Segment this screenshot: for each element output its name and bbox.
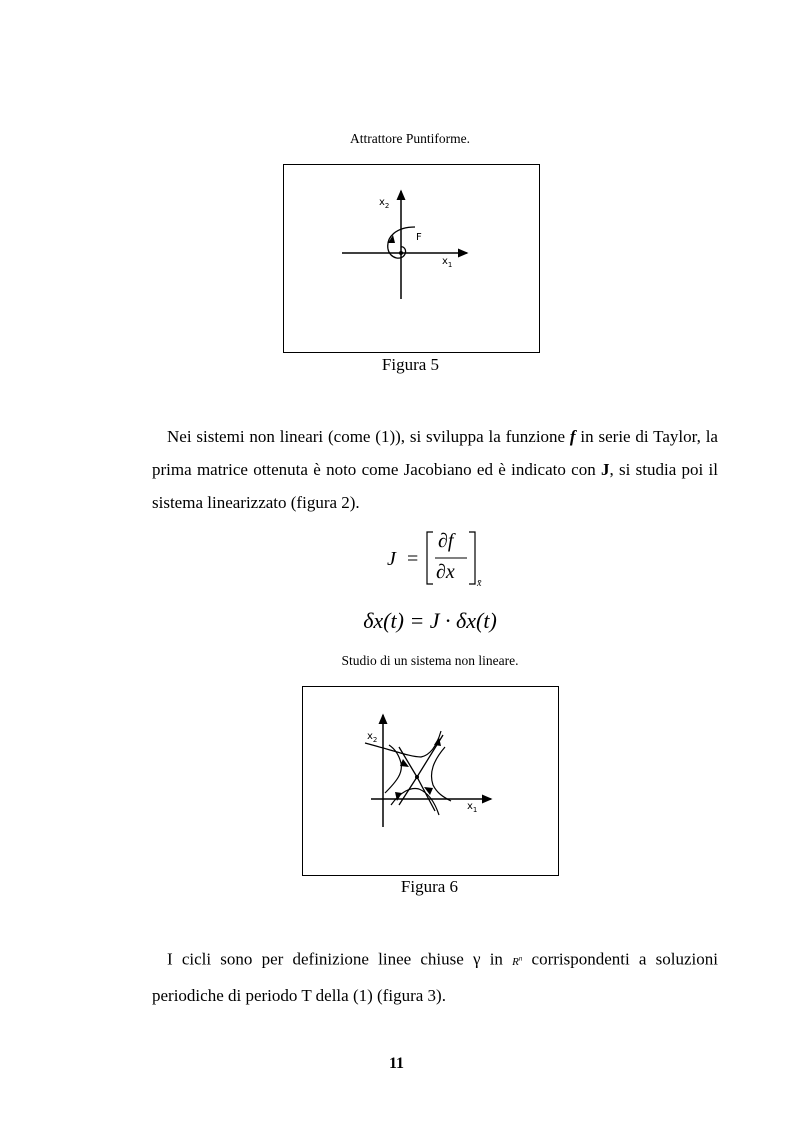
page-number: 11 xyxy=(388,1055,405,1072)
paragraph-2: I cicli sono per definizione linee chiuse γ in $R^n$ corrispondenti a soluzioni periodiche di periodo T della (1) (figura 3). xyxy=(152,949,718,1005)
x2-label: $x_2$ xyxy=(379,197,390,210)
figure6-caption: Figura 6 xyxy=(400,877,459,896)
x1-label: $x_1$ xyxy=(442,256,453,269)
saddle-point xyxy=(415,775,419,779)
figure6-diagram xyxy=(303,687,558,875)
paragraph-1: Nei sistemi non lineari (come (1)), si sviluppa la funzione f in serie di Taylor, la prima matrice ottenuta è noto come Jacobiano ed è indicato con J, si studia poi il sistema linearizzato (figura 2). xyxy=(152,427,718,512)
x2-label: $x_2$ xyxy=(367,731,378,744)
figure5-caption: Figura 5 xyxy=(381,355,440,374)
arrow-icon xyxy=(434,737,441,746)
trajectory-top xyxy=(365,731,441,757)
trajectory-right xyxy=(432,747,452,801)
f-label: F xyxy=(416,232,422,243)
equilibrium-point xyxy=(399,251,403,255)
x1-label: $x_1$ xyxy=(467,801,478,814)
jacobian-equation: J = ∂f ∂x x̄ xyxy=(387,530,482,589)
figure6-title: Studio di un sistema non lineare. xyxy=(341,653,519,668)
linearized-equation: δx(t) = J · δx(t) xyxy=(363,608,497,633)
figure5-box xyxy=(283,164,540,353)
figure5-diagram xyxy=(284,165,539,352)
figure5-title: Attrattore Puntiforme. xyxy=(350,131,470,146)
stable-manifold xyxy=(399,735,443,805)
figure6-box xyxy=(302,686,559,876)
